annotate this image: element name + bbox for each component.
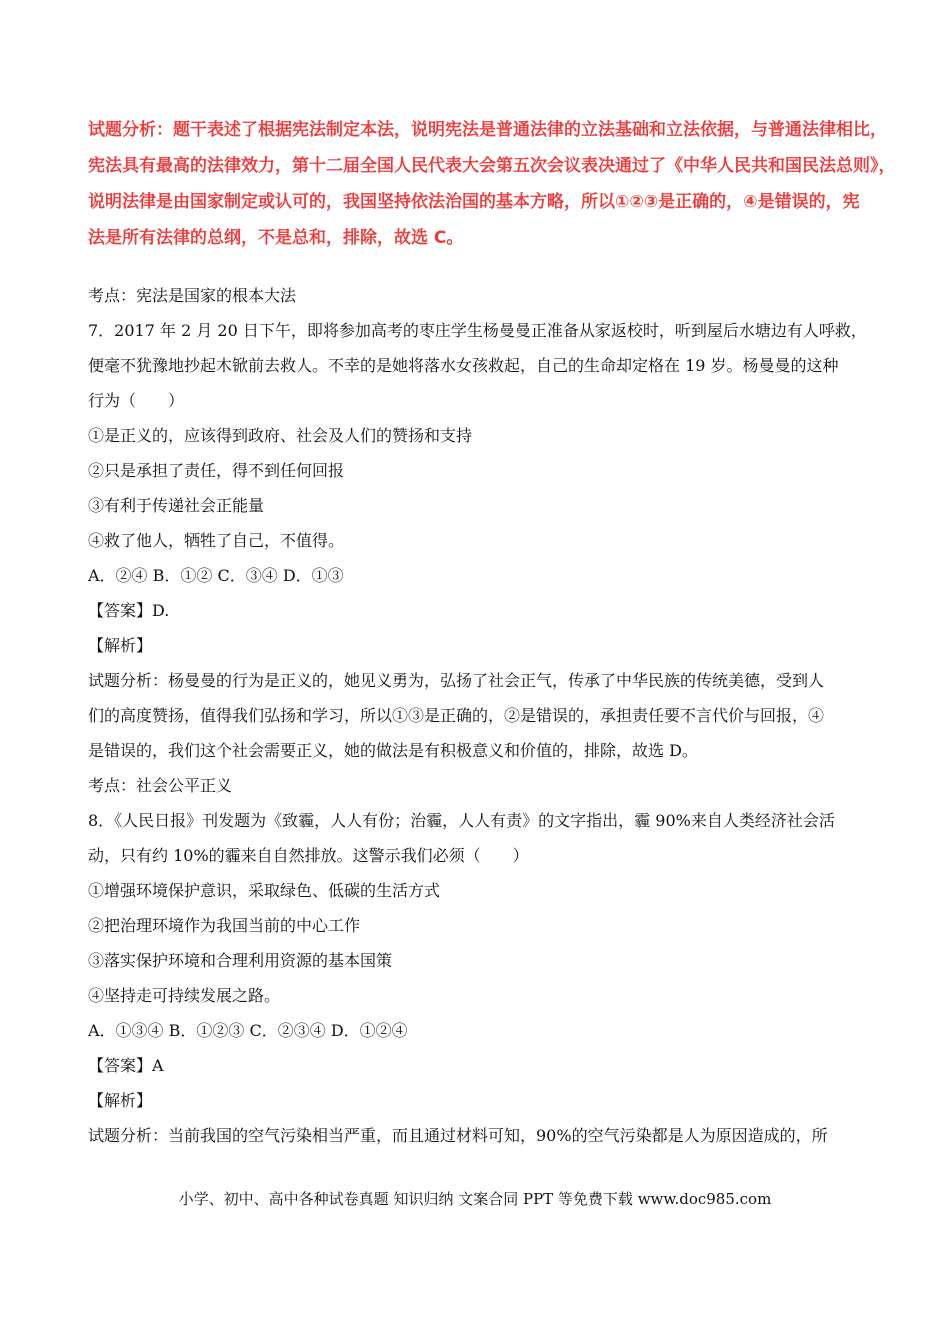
analysis-line: 试题分析：题干表述了根据宪法制定本法，说明宪法是普通法律的立法基础和立法依据，与普通法律相比， [88, 120, 887, 140]
analysis-line: 说明法律是由国家制定或认可的，我国坚持依法治国的基本方略，所以①②③是正确的，④是错误的，宪 [88, 192, 860, 212]
q6-kaodian: 考点：宪法是国家的根本大法 [88, 286, 297, 305]
q8-option: ④坚持走可持续发展之路。 [88, 986, 281, 1005]
q8-analysis-line: 试题分析：当前我国的空气污染相当严重，而且通过材料可知，90%的空气污染都是人为原因造成的，所 [88, 1126, 828, 1145]
q7-choices: A．②④ B．①② C．③④ D．①③ [88, 566, 344, 585]
q8-option: ③落实保护环境和合理利用资源的基本国策 [88, 951, 393, 970]
q7-kaodian: 考点：社会公平正义 [88, 776, 233, 795]
q7-analysis-line: 试题分析：杨曼曼的行为是正义的，她见义勇为，弘扬了社会正气，传承了中华民族的传统美德，受到人 [88, 671, 825, 690]
q7-option: ④救了他人，牺牲了自己，不值得。 [88, 531, 345, 550]
q7-jiexi-heading: 【解析】 [88, 636, 153, 655]
q7-stem-line: 行为（ ） [88, 391, 185, 410]
q7-stem-line: 便毫不犹豫地抄起木锨前去救人。不幸的是她将落水女孩救起，自己的生命却定格在 19 岁。杨曼曼的这种 [88, 356, 839, 375]
q8-jiexi-heading: 【解析】 [88, 1091, 153, 1110]
q7-answer: 【答案】D. [88, 601, 170, 620]
analysis-line: 宪法具有最高的法律效力，第十二届全国人民代表大会第五次会议表决通过了《中华人民共和国民法总则》， [88, 156, 896, 176]
q7-analysis-line: 们的高度赞扬，值得我们弘扬和学习，所以①③是正确的，②是错误的，承担责任要不言代价与回报，④ [88, 706, 825, 725]
page-footer: 小学、初中、高中各种试卷真题 知识归纳 文案合同 PPT 等免费下载 www.doc985.com [178, 1190, 772, 1208]
analysis-line: 法是所有法律的总纲，不是总和，排除，故选 C。 [88, 228, 464, 248]
q8-choices: A．①③④ B．①②③ C．②③④ D．①②④ [88, 1021, 408, 1040]
document-body [88, 278, 868, 1153]
q6-analysis-red [88, 112, 896, 256]
q8-stem-line: 动，只有约 10%的霾来自自然排放。这警示我们必须（ ） [88, 846, 529, 865]
q7-option: ①是正义的，应该得到政府、社会及人们的赞扬和支持 [88, 426, 473, 445]
q7-stem-line: 7．2017 年 2 月 20 日下午，即将参加高考的枣庄学生杨曼曼正准备从家返校时，听到屋后水塘边有人呼救， [88, 321, 867, 340]
q8-answer: 【答案】A [88, 1056, 164, 1075]
q8-option: ①增强环境保护意识，采取绿色、低碳的生活方式 [88, 881, 441, 900]
q8-stem-line: 8．《人民日报》刊发题为《致霾，人人有份；治霾，人人有责》的文字指出，霾 90%来自人类经济社会活 [88, 811, 835, 830]
q7-analysis-line: 是错误的，我们这个社会需要正义，她的做法是有积极意义和价值的，排除，故选 D。 [88, 741, 698, 760]
q8-option: ②把治理环境作为我国当前的中心工作 [88, 916, 361, 935]
q7-option: ②只是承担了责任，得不到任何回报 [88, 461, 345, 480]
q7-option: ③有利于传递社会正能量 [88, 496, 265, 515]
